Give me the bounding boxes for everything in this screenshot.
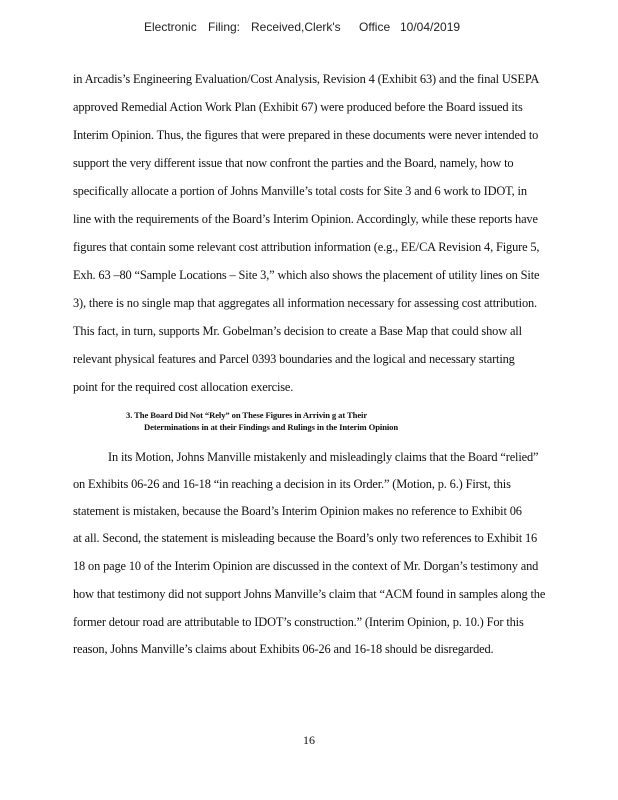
text-line: In its Motion, Johns Manville mistakenly and misleadingly claims that the Board “relied” xyxy=(108,450,539,464)
header-date: 10/04/2019 xyxy=(400,20,461,34)
text-line: line with the requirements of the Board’s Interim Opinion. Accordingly, while these reports have xyxy=(73,212,538,226)
text-line: Exh. 63 –80 “Sample Locations – Site 3,” which also shows the placement of utility lines on Site xyxy=(73,268,540,282)
text-line: how that testimony did not support Johns Manville’s claim that “ACM found in samples along the xyxy=(73,587,546,601)
text-line: specifically allocate a portion of Johns Manville’s total costs for Site 3 and 6 work to IDOT, in xyxy=(73,184,527,198)
text-line: 3), there is no single map that aggregates all information necessary for assessing cost attribution. xyxy=(73,296,537,310)
header-electronic: Electronic xyxy=(144,20,197,34)
text-line: in Arcadis’s Engineering Evaluation/Cost Analysis, Revision 4 (Exhibit 63) and the final USEPA xyxy=(73,72,540,86)
text-line: figures that contain some relevant cost attribution information (e.g., EE/CA Revision 4, Figure 5, xyxy=(73,240,540,254)
text-line: This fact, in turn, supports Mr. Gobelman’s decision to create a Base Map that could show all xyxy=(73,324,522,338)
text-line: support the very different issue that now confront the parties and the Board, namely, how to xyxy=(73,156,514,170)
text-line: point for the required cost allocation exercise. xyxy=(73,380,294,394)
text-line: approved Remedial Action Work Plan (Exhibit 67) were produced before the Board issued its xyxy=(73,100,523,114)
text-line: reason, Johns Manville’s claims about Exhibits 06-26 and 16-18 should be disregarded. xyxy=(73,642,494,656)
section-heading-line-1: 3. The Board Did Not “Rely” on These Figures in Arrivin g at Their xyxy=(126,410,368,420)
text-line: former detour road are attributable to IDOT’s construction.” (Interim Opinion, p. 10.) For this xyxy=(73,615,524,629)
text-line: at all. Second, the statement is misleading because the Board’s only two references to Exhibit 16 xyxy=(73,531,538,545)
header-received: Received,Clerk's xyxy=(251,20,341,34)
header-filing: Filing: xyxy=(208,20,241,34)
text-line: Interim Opinion. Thus, the figures that were prepared in these documents were never intended to xyxy=(73,128,539,142)
text-line: 18 on page 10 of the Interim Opinion are discussed in the context of Mr. Dorgan’s testimony and xyxy=(73,559,539,573)
header-office: Office xyxy=(359,20,391,34)
text-line: statement is mistaken, because the Board’s Interim Opinion makes no reference to Exhibit 06 xyxy=(73,504,522,518)
text-line: on Exhibits 06-26 and 16-18 “in reaching a decision in its Order.” (Motion, p. 6.) First, this xyxy=(73,477,511,491)
section-heading-line-2: Determinations in at their Findings and Rulings in the Interim Opinion xyxy=(144,422,399,432)
text-line: relevant physical features and Parcel 0393 boundaries and the logical and necessary starting xyxy=(73,352,515,366)
page-number: 16 xyxy=(303,733,315,747)
